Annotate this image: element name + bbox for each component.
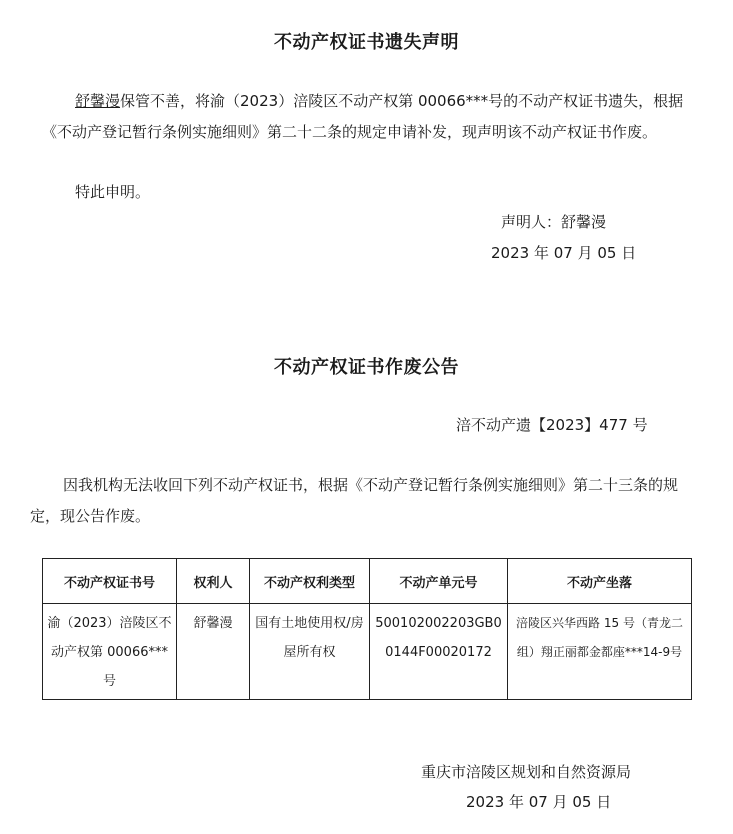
cell-location: 涪陵区兴华西路 15 号（青龙二组）翔正丽都金都座***14-9号 [508,604,692,700]
header-unit-no: 不动产单元号 [370,559,508,604]
notice-title: 不动产权证书作废公告 [274,357,459,378]
cell-right-type: 国有土地使用权/房屋所有权 [250,604,370,700]
issue-date: 2023 年 07 月 05 日 [466,793,612,811]
header-holder: 权利人 [177,559,250,604]
statement-body-text: 保管不善，将渝（2023）涪陵区不动产权第 00066***号的不动产权证书遗失，根据《不动产登记暂行条例实施细则》第二十二条的规定申请补发，现声明该不动产权证书作废。 [42,92,684,141]
header-cert-no: 不动产权证书号 [43,559,177,604]
cell-unit-no: 500102002203GB00144F00020172 [370,604,508,700]
statement-title: 不动产权证书遗失声明 [274,32,459,53]
cell-cert-no: 渝（2023）涪陵区不动产权第 00066***号 [43,604,177,700]
statement-special-note: 特此申明。 [75,183,151,201]
certificate-table [42,558,692,700]
statement-paragraph [42,86,694,148]
notice-doc-number: 涪不动产遗【2023】477 号 [456,416,648,434]
header-right-type: 不动产权利类型 [250,559,370,604]
header-location: 不动产坐落 [508,559,692,604]
table-row [43,604,692,700]
cell-holder: 舒馨漫 [177,604,250,700]
issuer-name: 重庆市涪陵区规划和自然资源局 [421,763,632,781]
notice-body: 因我机构无法收回下列不动产权证书，根据《不动产登记暂行条例实施细则》第二十三条的规定，现公告作废。 [30,476,679,525]
statement-date: 2023 年 07 月 05 日 [491,244,637,262]
statement-holder-name: 舒馨漫 [75,92,121,110]
table-header-row [43,559,692,604]
statement-declarant: 声明人：舒馨漫 [501,213,607,231]
